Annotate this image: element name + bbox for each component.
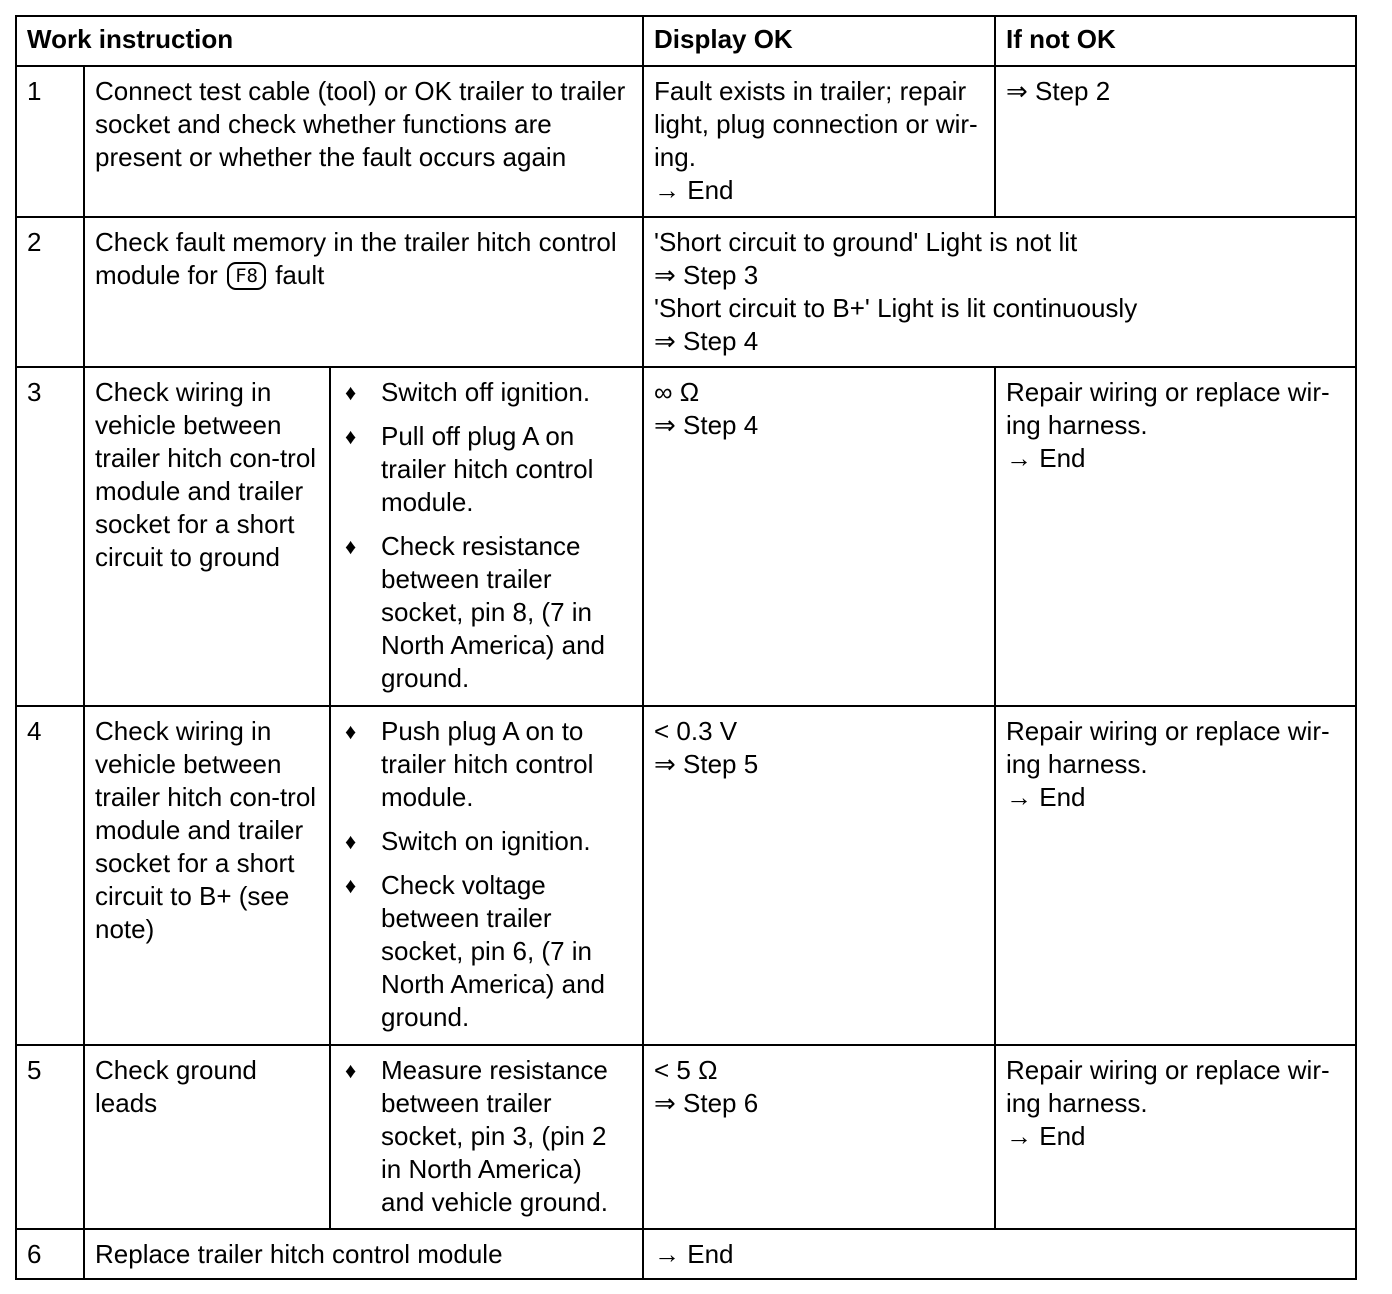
- if-not-ok-text: Repair wiring or replace wir-ing harness.: [1006, 377, 1330, 440]
- table-header-row: [16, 16, 1356, 66]
- display-ok-cell: [643, 706, 995, 1045]
- table-row: [16, 367, 1356, 706]
- list-item: [341, 376, 632, 409]
- step-text: Switch on ignition.: [381, 826, 591, 856]
- if-not-ok-result: ⇒ Step 2: [1006, 76, 1111, 106]
- instruction-text-end: fault: [275, 260, 325, 290]
- list-item: [341, 869, 632, 1034]
- instruction-cell: [84, 217, 643, 367]
- display-ok-result: ⇒ Step 6: [654, 1088, 759, 1118]
- if-not-ok-cell: [995, 706, 1356, 1045]
- step-number: 2: [16, 217, 84, 367]
- diamond-bullet-icon: ♦: [345, 534, 357, 559]
- step-text: Switch off ignition.: [381, 377, 591, 407]
- table-row: [16, 66, 1356, 217]
- if-not-ok-cell: [995, 367, 1356, 706]
- list-item: [341, 530, 632, 695]
- table-row: [16, 1229, 1356, 1279]
- if-not-ok-result: → End: [1006, 782, 1086, 812]
- diamond-bullet-icon: ♦: [345, 829, 357, 854]
- instruction-cell: Check wiring in vehicle between trailer hitch con-trol module and trailer socket for a short circuit to B+ (see note): [84, 706, 330, 1045]
- display-ok-value: < 0.3 V: [654, 716, 738, 746]
- display-ok-value: < 5 Ω: [654, 1055, 718, 1085]
- if-not-ok-text: Repair wiring or replace wir-ing harness.: [1006, 716, 1330, 779]
- display-ok-result: → End: [654, 175, 734, 205]
- step-text: Pull off plug A on trailer hitch control module.: [381, 421, 594, 517]
- step-number: 6: [16, 1229, 84, 1279]
- header-work-instruction: Work instruction: [16, 16, 643, 66]
- header-if-not-ok: If not OK: [995, 16, 1356, 66]
- if-not-ok-result: → End: [1006, 443, 1086, 473]
- list-item: [341, 1054, 632, 1219]
- display-ok-value: ∞ Ω: [654, 377, 700, 407]
- steps-list: [341, 1054, 632, 1219]
- list-item: [341, 715, 632, 814]
- display-ok-text: Fault exists in trailer; repair light, plug connection or wir-ing.: [654, 76, 978, 172]
- steps-cell: [330, 706, 643, 1045]
- display-ok-text: 'Short circuit to ground' Light is not lit: [654, 227, 1078, 257]
- instruction-cell: Check ground leads: [84, 1045, 330, 1229]
- step-text: Push plug A on to trailer hitch control module.: [381, 716, 594, 812]
- display-ok-cell: [643, 1229, 1356, 1279]
- if-not-ok-result: → End: [1006, 1121, 1086, 1151]
- table-row: [16, 706, 1356, 1045]
- steps-cell: [330, 367, 643, 706]
- if-not-ok-text: Repair wiring or replace wir-ing harness.: [1006, 1055, 1330, 1118]
- header-display-ok: Display OK: [643, 16, 995, 66]
- step-number: 3: [16, 367, 84, 706]
- list-item: [341, 825, 632, 858]
- instruction-text: Check fault memory in the trailer hitch control module for: [95, 227, 617, 290]
- diamond-bullet-icon: ♦: [345, 1058, 357, 1083]
- if-not-ok-cell: [995, 66, 1356, 217]
- diamond-bullet-icon: ♦: [345, 719, 357, 744]
- table-row: [16, 217, 1356, 367]
- diamond-bullet-icon: ♦: [345, 424, 357, 449]
- function-key-f8-icon: F8: [227, 262, 266, 290]
- table-row: [16, 1045, 1356, 1229]
- work-instruction-table: [15, 15, 1357, 1280]
- display-ok-cell: [643, 66, 995, 217]
- display-ok-result: ⇒ Step 4: [654, 410, 759, 440]
- display-ok-cell: [643, 217, 1356, 367]
- step-number: 5: [16, 1045, 84, 1229]
- steps-list: [341, 715, 632, 1034]
- if-not-ok-cell: [995, 1045, 1356, 1229]
- display-ok-result: → End: [654, 1239, 734, 1269]
- list-item: [341, 420, 632, 519]
- diamond-bullet-icon: ♦: [345, 873, 357, 898]
- instruction-cell: Connect test cable (tool) or OK trailer to trailer socket and check whether functions are present or whether the fault occurs again: [84, 66, 643, 217]
- display-ok-cell: [643, 1045, 995, 1229]
- step-number: 4: [16, 706, 84, 1045]
- display-ok-result: ⇒ Step 4: [654, 326, 759, 356]
- step-number: 1: [16, 66, 84, 217]
- steps-cell: [330, 1045, 643, 1229]
- instruction-cell: Replace trailer hitch control module: [84, 1229, 643, 1279]
- diamond-bullet-icon: ♦: [345, 380, 357, 405]
- step-text: Check resistance between trailer socket, pin 8, (7 in North America) and ground.: [381, 531, 605, 693]
- display-ok-result: ⇒ Step 5: [654, 749, 759, 779]
- instruction-cell: Check wiring in vehicle between trailer hitch con-trol module and trailer socket for a short circuit to ground: [84, 367, 330, 706]
- display-ok-cell: [643, 367, 995, 706]
- display-ok-result: ⇒ Step 3: [654, 260, 759, 290]
- steps-list: [341, 376, 632, 695]
- step-text: Measure resistance between trailer socket, pin 3, (pin 2 in North America) and vehicle ground.: [381, 1055, 608, 1217]
- step-text: Check voltage between trailer socket, pin 6, (7 in North America) and ground.: [381, 870, 605, 1032]
- display-ok-text: 'Short circuit to B+' Light is lit continuously: [654, 293, 1138, 323]
